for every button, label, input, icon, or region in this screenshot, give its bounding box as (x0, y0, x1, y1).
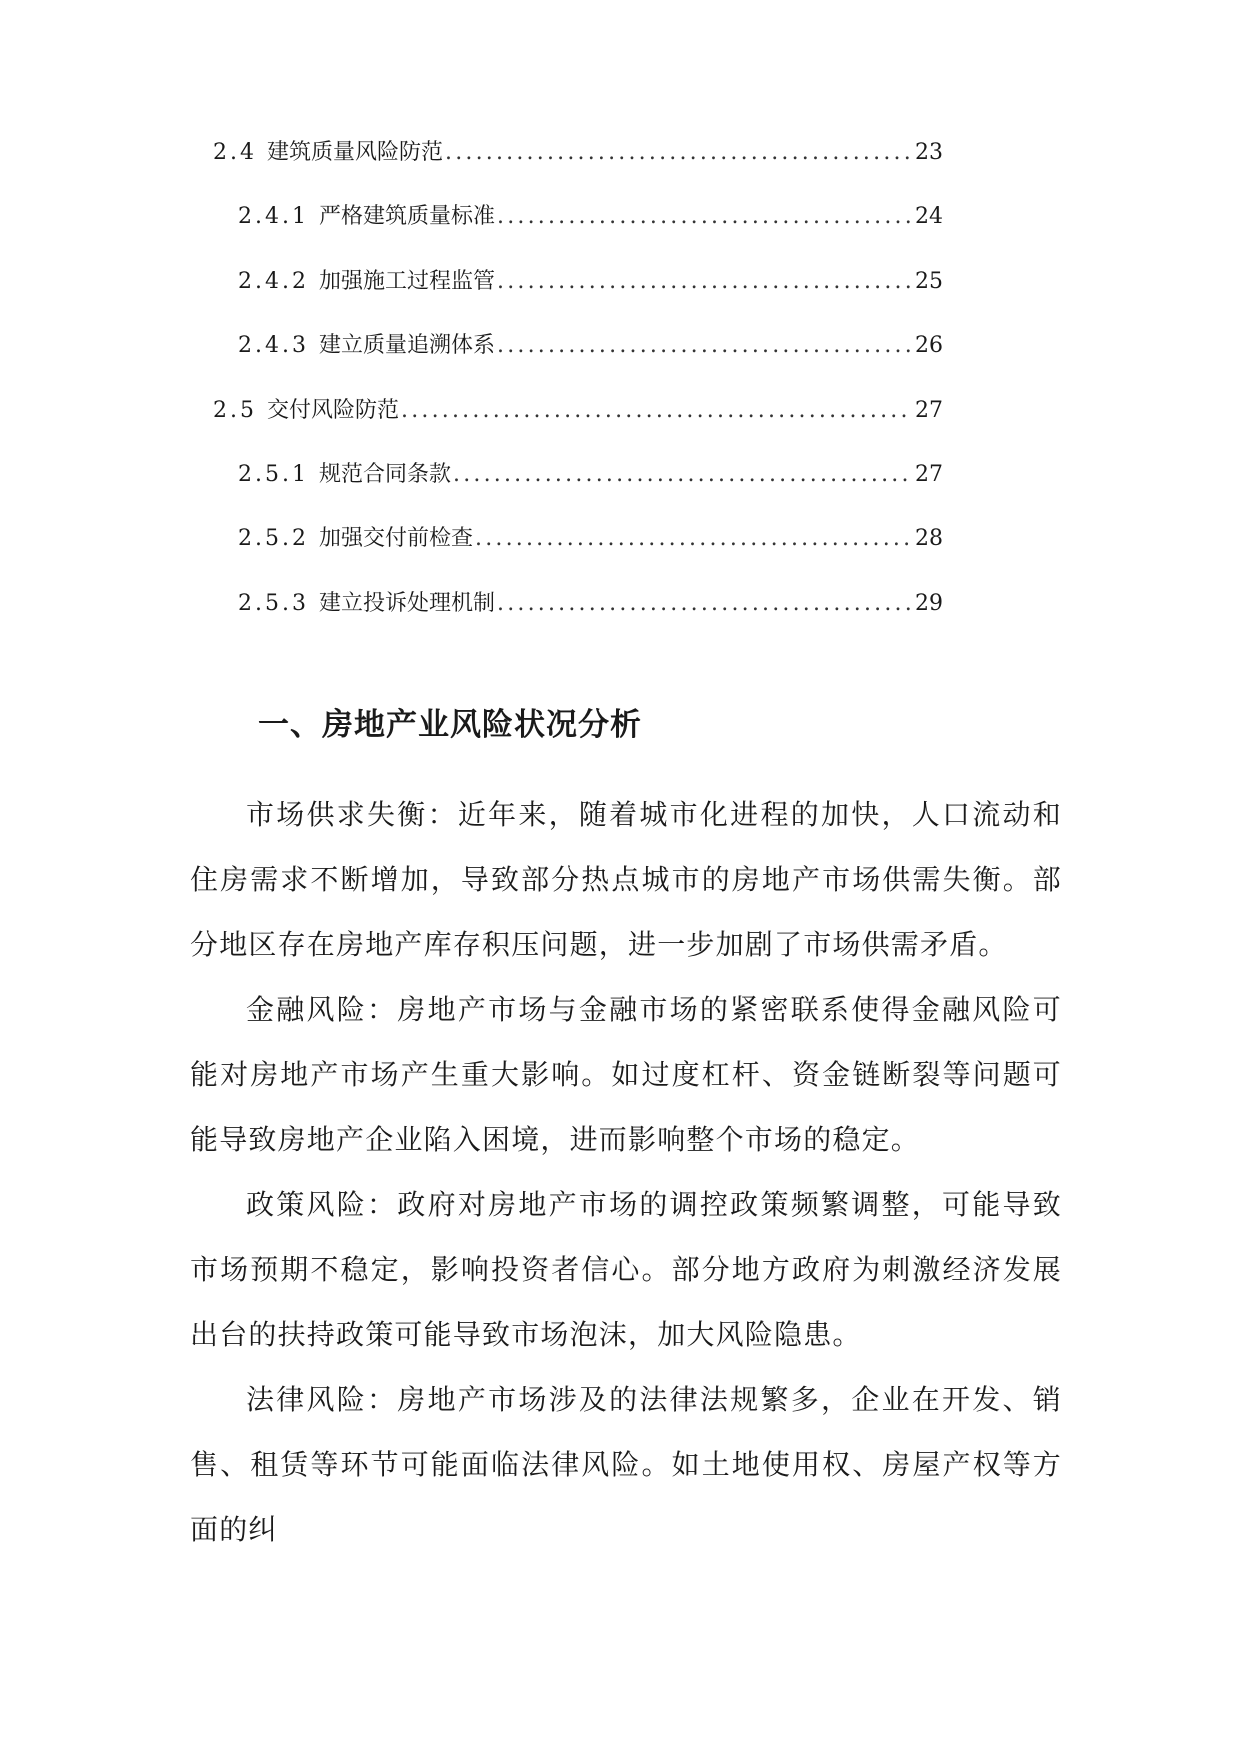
toc-entry-2-5-1[interactable] (238, 460, 943, 490)
toc-entry-page: 27 (915, 462, 943, 487)
toc-entry-2-4-1[interactable] (238, 202, 943, 232)
toc-entry-number: 2.5.1 (238, 462, 309, 487)
toc-entry-2-4-3[interactable] (238, 331, 943, 361)
toc-entry-number: 2.5 (213, 398, 257, 423)
toc-leader-dots (445, 138, 911, 168)
toc-entry-title: 建筑质量风险防范 (267, 140, 444, 165)
toc-entry-page: 28 (915, 526, 943, 551)
toc-entry-page: 24 (915, 204, 943, 229)
toc-entry-2-5[interactable] (213, 396, 943, 426)
toc-leader-dots (453, 460, 911, 490)
toc-entry-2-5-3[interactable] (238, 589, 943, 619)
toc-entry-number: 2.4.3 (238, 333, 309, 358)
toc-leader-dots (401, 396, 911, 426)
toc-entry-number: 2.5.3 (238, 591, 309, 616)
toc-entry-page: 26 (915, 333, 943, 358)
toc-entry-title: 加强施工过程监管 (318, 269, 495, 294)
toc-entry-title: 建立投诉处理机制 (318, 591, 495, 616)
toc-entry-2-4[interactable] (213, 138, 943, 168)
toc-entry-title: 严格建筑质量标准 (318, 204, 495, 229)
toc-entry-page: 23 (915, 140, 943, 165)
toc-entry-2-4-2[interactable] (238, 267, 943, 297)
toc-entry-number: 2.4 (213, 140, 257, 165)
toc-entry-page: 25 (915, 269, 943, 294)
toc-entry-title: 交付风险防范 (267, 398, 400, 423)
paragraph-policy-risk: 政策风险：政府对房地产市场的调控政策频繁调整，可能导致市场预期不稳定，影响投资者信心。部分地方政府为刺激经济发展出台的扶持政策可能导致市场泡沫，加大风险隐患。 (190, 1188, 1062, 1351)
section-body (190, 782, 1062, 1562)
toc-leader-dots (497, 331, 911, 361)
toc-leader-dots (475, 524, 911, 554)
paragraph-market-imbalance: 市场供求失衡：近年来，随着城市化进程的加快，人口流动和住房需求不断增加，导致部分热点城市的房地产市场供需失衡。部分地区存在房地产库存积压问题，进一步加剧了市场供需矛盾。 (190, 798, 1062, 961)
toc-entry-number: 2.4.2 (238, 269, 309, 294)
toc-entry-title: 规范合同条款 (318, 462, 451, 487)
paragraph-legal-risk: 法律风险：房地产市场涉及的法律法规繁多，企业在开发、销售、租赁等环节可能面临法律风险。如土地使用权、房屋产权等方面的纠 (190, 1383, 1062, 1546)
toc-leader-dots (497, 267, 911, 297)
toc-entry-page: 29 (915, 591, 943, 616)
toc-leader-dots (497, 202, 911, 232)
toc-entry-title: 加强交付前检查 (318, 526, 473, 551)
toc-entry-title: 建立质量追溯体系 (318, 333, 495, 358)
paragraph-financial-risk: 金融风险：房地产市场与金融市场的紧密联系使得金融风险可能对房地产市场产生重大影响。如过度杠杆、资金链断裂等问题可能导致房地产企业陷入困境，进而影响整个市场的稳定。 (190, 993, 1062, 1156)
toc-entry-number: 2.4.1 (238, 204, 309, 229)
section-heading: 一、房地产业风险状况分析 (258, 707, 642, 743)
toc-entry-2-5-2[interactable] (238, 524, 943, 554)
toc-entry-page: 27 (915, 398, 943, 423)
toc-entry-number: 2.5.2 (238, 526, 309, 551)
toc-leader-dots (497, 589, 911, 619)
